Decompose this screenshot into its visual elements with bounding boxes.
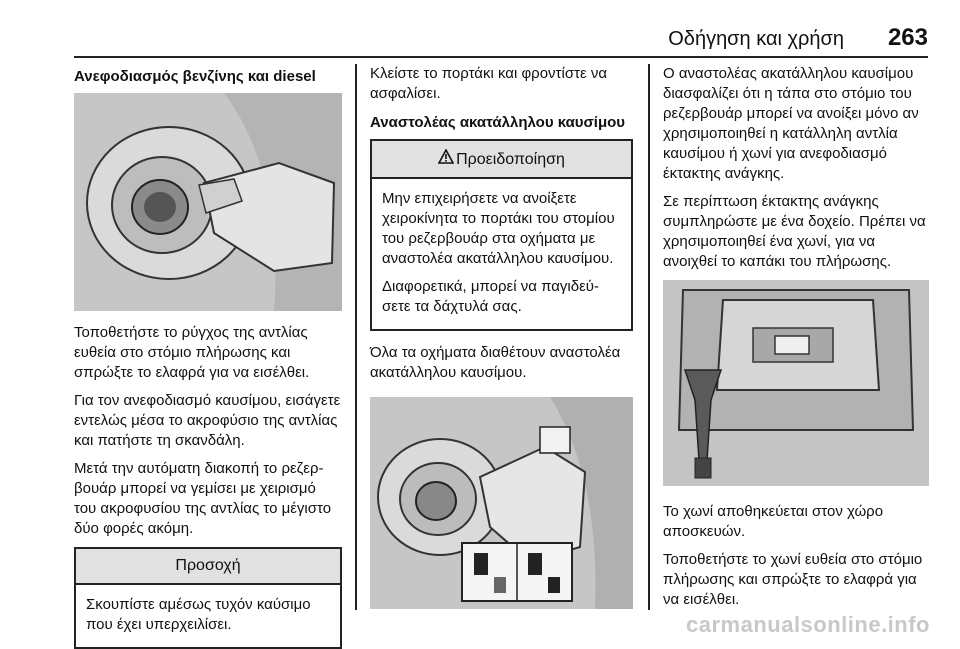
paragraph: Μετά την αυτόματη διακοπή το ρεζερβουάρ μπορεί να γεμίσει με χειρισμό του ακροφυσίου της αντλίας το μέγιστο δύο φορές ακόμη. <box>74 460 332 537</box>
paragraph: Ο αναστολέας ακατάλληλου καυσίμου διασφαλίζει ότι η τάπα στο στόμιο του ρεζερβουάρ μπορεί να ανοίξει μόνο αν χρησιμοποιηθεί η κατάλληλη αντλία καυσίμου ή χωνί για ανεφοδιασμό έκτακτης ανάγκης. <box>663 65 919 182</box>
paragraph: Σε περίπτωση έκτακτης ανάγκης συμπληρώστε με ένα δοχείο. Πρέπει να χρησιμοποιηθεί ένα χωνί, για να ανοιχθεί το καπάκι του πλήρωσης. <box>663 193 926 270</box>
section-title-misfuel: Αναστολέας ακατάλληλου καυσίμου <box>370 114 626 131</box>
column-2 <box>370 64 633 609</box>
section-title-refuelling: Ανεφοδιασμός βενζίνης και diesel <box>74 68 316 85</box>
page-header <box>74 18 928 58</box>
warning-box-text: Μην επιχειρήσετε να ανοίξετε χειροκίνητα το πορτάκι του στομίου του ρεζερβουάρ στα οχήματα με αναστολέα ακατάλληλου καυσίμου. <box>382 190 615 267</box>
watermark: carmanualsonline.info <box>686 612 930 637</box>
paragraph: Τοποθετήστε το ρύγχος της αντλίας ευθεία στο στόμιο πλήρωσης και σπρώξτε το ελαφρά για να εισέλθει. <box>74 324 310 381</box>
column-divider <box>648 64 650 610</box>
fuel-filler-illustration <box>74 93 342 311</box>
header-title: Οδήγηση και χρήση <box>668 28 844 50</box>
paragraph: Το χωνί αποθηκεύεται στον χώρο αποσκευών. <box>663 503 884 540</box>
paragraph: Όλα τα οχήματα διαθέτουν αναστολέα ακατάλληλου καυσίμου. <box>370 344 621 381</box>
column-1 <box>74 64 342 649</box>
caution-box <box>74 547 342 649</box>
page-number: 263 <box>887 24 928 51</box>
column-divider <box>355 64 357 610</box>
warning-box <box>370 139 633 331</box>
caution-box-title: Προσοχή <box>76 549 340 585</box>
funnel-storage-illustration <box>663 280 929 486</box>
paragraph: Κλείστε το πορτάκι και φροντίστε να ασφαλίσει. <box>370 65 608 102</box>
caution-box-text: Σκουπίστε αμέσως τυχόν καύσιμο που έχει υπερχειλίσει. <box>86 596 311 633</box>
misfuel-inhibitor-illustration <box>370 397 633 609</box>
warning-triangle-icon <box>438 149 454 168</box>
paragraph: Τοποθετήστε το χωνί ευθεία στο στόμιο πλήρωσης και σπρώξτε το ελαφρά για να εισέλθει. <box>663 551 923 608</box>
column-3 <box>663 64 929 618</box>
paragraph: Για τον ανεφοδιασμό καυσίμου, εισάγετε εντελώς μέσα το ακροφύσιο της αντλίας και πατήστε τη σκανδάλη. <box>74 392 341 449</box>
warning-box-text: Διαφορετικά, μπορεί να παγιδεύσετε τα δάχτυλά σας. <box>382 278 599 315</box>
warning-box-title: Προειδοποίηση <box>456 151 565 168</box>
